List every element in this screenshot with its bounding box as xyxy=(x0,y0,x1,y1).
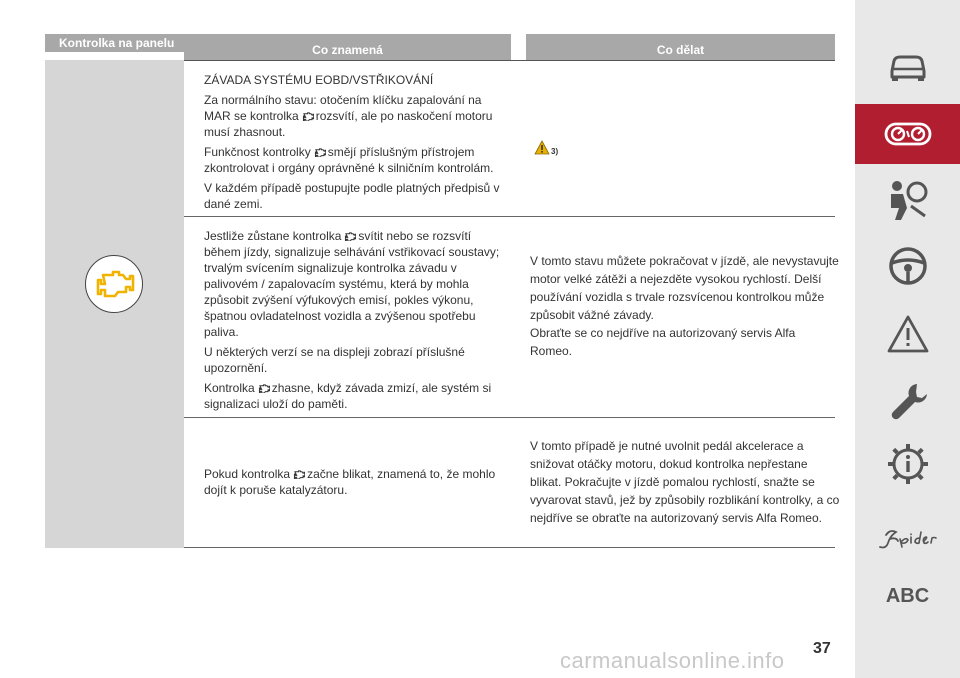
row2-action: V tomto stavu můžete pokračovat v jízdě, ale nevystavujte motor velké zátěži a nejezděte vysokou rychlostí. Delší používání vozidla s trvale rozsvícenou kontrolkou může způsobit vážné závady. Obraťte se co nejdříve na autorizovaný servis Alfa Romeo. xyxy=(530,254,839,358)
row1-paragraph-1: Za normálního stavu: otočením klíčku zapalování na MAR se kontrolka rozsvítí, ale po naskočení motoru musí zhasnout. xyxy=(204,93,493,139)
header-action-label: Co dělat xyxy=(656,43,705,57)
engine-check-icon xyxy=(93,269,135,299)
warning-icon xyxy=(886,314,930,354)
watermark: carmanualsonline.info xyxy=(560,648,785,673)
warning-triangle-icon xyxy=(534,140,550,156)
sidebar-item-multimedia[interactable] xyxy=(855,508,960,568)
note-reference: 3) xyxy=(551,147,559,156)
sidebar-item-safety[interactable] xyxy=(855,170,960,230)
info-gear-icon xyxy=(886,442,930,486)
header-indicator-label: Kontrolka na panelu xyxy=(59,36,175,50)
row1-title: ZÁVADA SYSTÉMU EOBD/VSTŘIKOVÁNÍ xyxy=(204,73,434,87)
header-action-column xyxy=(526,34,835,60)
row-divider-1 xyxy=(184,216,835,217)
sidebar-item-car[interactable] xyxy=(855,36,960,96)
row2-meaning xyxy=(204,228,504,416)
chapter-sidebar xyxy=(855,0,960,678)
sidebar-item-maintenance[interactable] xyxy=(855,372,960,432)
sidebar-item-index[interactable] xyxy=(855,566,960,626)
row3-action: V tomto případě je nutné uvolnit pedál akcelerace a snižovat otáčky motoru, dokud kontrolka nepřestane blikat. Pokračujte v jízdě pomalou rychlostí, snažte se vyvarovat stavů, jež by způsobily rozblikání kontrolky, a co nejdříve se obraťte na autorizovaný servis Alfa Romeo. xyxy=(530,439,840,525)
row2-paragraph-2: U některých verzí se na displeji zobrazí příslušné upozornění. xyxy=(204,345,465,375)
page-number: 37 xyxy=(813,640,831,657)
engine-check-icon xyxy=(301,112,314,121)
index-label: ABC xyxy=(885,584,930,607)
header-indicator-column xyxy=(45,34,184,52)
car-icon xyxy=(886,49,930,83)
row-divider-3 xyxy=(184,547,835,548)
engine-check-icon xyxy=(313,148,326,157)
row2-paragraph-1: Jestliže zůstane kontrolka svítit nebo se rozsvítí během jízdy, signalizuje selhávání vstřikovací soustavy; trvalým svícením signalizuje kontrolka závadu v palivovém / zapalovacím systému, která by mohla způsobit zvýšení výfukových emisí, pokles výkonu, špatnou ovladatelnost vozidla a zvýšenou spotřebu paliva. xyxy=(204,229,500,339)
row1-meaning xyxy=(204,72,504,216)
sidebar-item-technical-data[interactable] xyxy=(855,434,960,494)
engine-check-icon xyxy=(292,470,305,479)
sidebar-item-emergency[interactable] xyxy=(855,304,960,364)
safety-icon xyxy=(885,178,931,222)
header-meaning-label: Co znamená xyxy=(312,43,383,57)
dashboard-icon xyxy=(883,119,933,149)
row1-action xyxy=(534,140,558,156)
steering-wheel-icon xyxy=(887,245,929,287)
sidebar-item-steering[interactable] xyxy=(855,236,960,296)
engine-warning-lamp xyxy=(85,255,143,313)
engine-check-icon xyxy=(257,384,270,393)
indicator-column xyxy=(45,60,184,548)
header-meaning-column xyxy=(184,34,511,60)
header-divider xyxy=(184,60,835,61)
row3-paragraph-1: Pokud kontrolka začne blikat, znamená to, že mohlo dojít k poruše katalyzátoru. xyxy=(204,467,496,497)
row2-paragraph-3: Kontrolka zhasne, když závada zmizí, ale systém si signalizaci uloží do paměti. xyxy=(204,381,492,411)
sidebar-item-dashboard[interactable] xyxy=(855,104,960,164)
row1-paragraph-2: Funkčnost kontrolky smějí příslušným přístrojem zkontrolovat i orgány oprávněné k silničním kontrolám. xyxy=(204,145,494,175)
spider-logo xyxy=(876,523,940,553)
wrench-icon xyxy=(887,380,929,424)
row1-paragraph-3: V každém případě postupujte podle platných předpisů v dané zemi. xyxy=(204,181,500,211)
row3-meaning xyxy=(204,466,504,502)
engine-check-icon xyxy=(343,232,356,241)
row-divider-2 xyxy=(184,417,835,418)
